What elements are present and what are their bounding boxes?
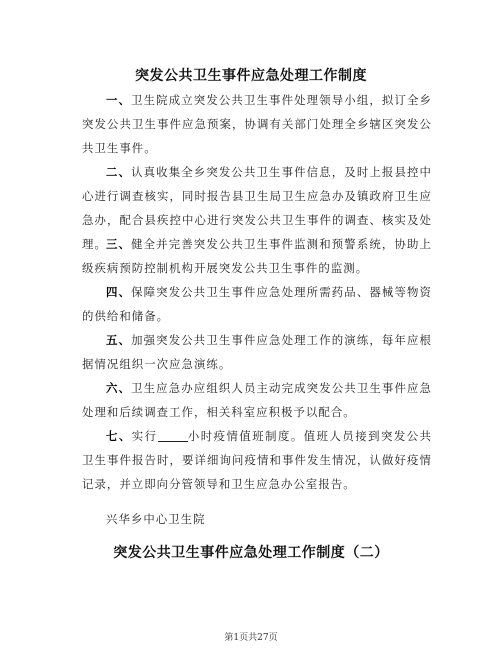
paragraph-number: 六、 (106, 381, 132, 395)
paragraph-text-rest: 小时疫情值班制度。值班人员接到突发公共卫生事件报告时，要详细询问疫情和事件发生情况，认做好疫情记录，并立即向分管领导和卫生应急办公室报告。 (82, 429, 433, 491)
signature-line: 兴华乡中心卫生院 (106, 512, 206, 526)
paragraph-text: 保障突发公共卫生事件应急处理所需药品、器械等物资的供给和储备。 (82, 285, 432, 323)
paragraph-text-start: 实行 (131, 429, 158, 443)
paragraph-text: 健全并完善突发公共卫生事件监测和预警系统，协助上级疾病预防控制机构开展突发公共卫生事件的监测。 (82, 237, 432, 275)
paragraph-6 (82, 376, 432, 424)
page-footer: 第1页共27页 (224, 633, 278, 643)
paragraph-number: 五、 (106, 333, 132, 347)
paragraph-number: 一、 (106, 93, 132, 107)
paragraph-number: 三、 (106, 237, 132, 251)
paragraph-text: 认真收集全乡突发公共卫生事件信息，及时上报县控中心进行调查核实，同时报告县卫生局卫生应急办及镇政府卫生应急办，配合县疾控中心进行突发公共卫生事件的调查、核实及处理。 (82, 165, 432, 251)
paragraph-text: 卫生应急办应组织人员主动完成突发公共卫生事件应急处理和后续调查工作，相关科室应积极予以配合。 (82, 381, 432, 419)
document-title: 突发公共卫生事件应急处理工作制度 (135, 68, 367, 84)
fill-in-blank (158, 429, 188, 442)
paragraph-7 (82, 424, 432, 496)
paragraph-number: 七、 (106, 429, 132, 443)
paragraph-3 (82, 232, 432, 280)
paragraph-number: 四、 (106, 285, 132, 299)
paragraph-number: 二、 (106, 165, 132, 179)
paragraph-5 (82, 328, 432, 376)
paragraph-text: 加强突发公共卫生事件应急处理工作的演练，每年应根据情况组织一次应急演练。 (82, 333, 432, 371)
second-document-title: 突发公共卫生事件应急处理工作制度（二） (113, 545, 389, 561)
paragraph-1 (82, 88, 432, 160)
paragraph-text: 卫生院成立突发公共卫生事件处理领导小组，拟订全乡突发公共卫生事件应急预案，协调有关部门处理全乡辖区突发公共卫生事件。 (82, 93, 432, 155)
paragraph-4 (82, 280, 432, 328)
